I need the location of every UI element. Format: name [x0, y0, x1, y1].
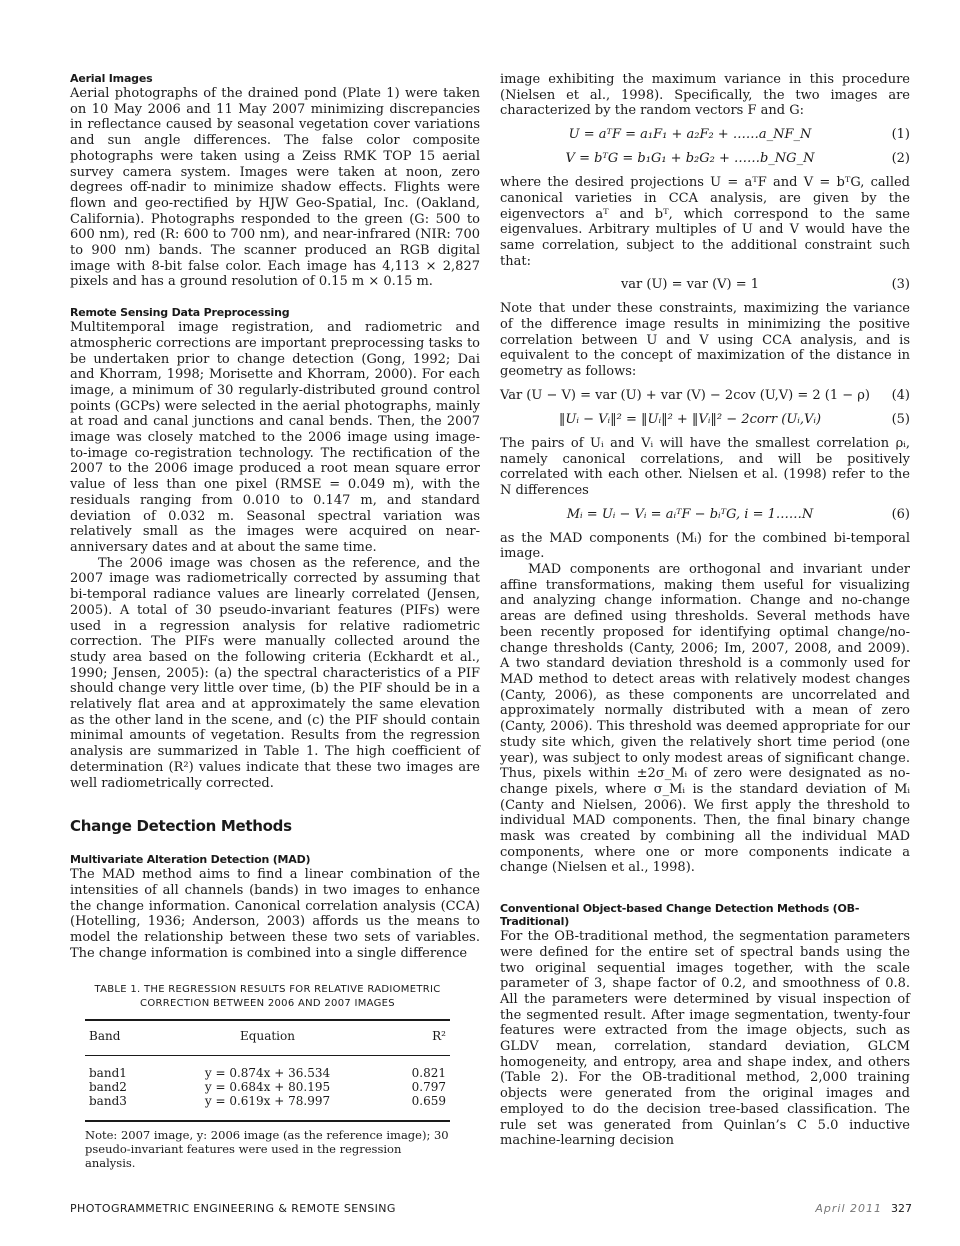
paragraph-pairs: The pairs of Uᵢ and Vᵢ will have the smallest correlation ρᵢ, namely canonical correlations, and will be positively correlated with each other. Nielsen et al. (1998) refer to the N differences	[500, 435, 910, 498]
table-note: Note: 2007 image, y: 2006 image (as the reference image); 30 pseudo-invariant features were used in the regression analysis.	[85, 1128, 449, 1171]
right-column	[500, 72, 910, 1149]
heading-remote-sensing-preprocessing: Remote Sensing Data Preprocessing	[70, 306, 290, 320]
equation-2-number: (2)	[891, 151, 910, 167]
table-row	[85, 1094, 450, 1121]
equation-5	[500, 412, 910, 428]
paragraph-preprocessing-1: Multitemporal image registration, and radiometric and atmospheric corrections are important preprocessing tasks to be undertaken prior to change detection (Gong, 1992; Dai and Khorram, 1998; Morisette and Khorram, 2000). For each image, a minimum of 30 regularly-distributed ground control points (GCPs) were selected in the aerial photographs, mainly at road and canal junctions and canal bends. Then, the 2007 image was closely matched to the 2006 image using image-to-image co-registration technology. The rectification of the 2007 to the 2006 image produced a root mean square error value of less than one pixel (RMSE = 0.049 m), with the residuals ranging from 0.010 to 0.147 m, and standard deviation of 0.032 m. Seasonal spectral variation was relatively small as the images were acquired on near-anniversary dates and at about the same time.	[70, 320, 480, 555]
page-number: 327	[891, 1202, 912, 1215]
table-row	[85, 1056, 450, 1081]
table-cell: 0.659	[359, 1094, 450, 1121]
equation-6-number: (6)	[891, 506, 910, 522]
equation-6	[500, 507, 910, 523]
equation-1	[500, 127, 910, 143]
paragraph-constraints: Note that under these constraints, maximizing the variance of the difference image results in minimizing the positive correlation between U and V using CCA analysis, and is equivalent to the concept of maximization of the distance in geometry as follows:	[500, 301, 910, 380]
heading-mad: Multivariate Alteration Detection (MAD)	[70, 853, 311, 867]
paragraph-mad: The MAD method aims to find a linear combination of the intensities of all channels (bands) in two images to enhance the change information. Canonical correlation analysis (CCA) (Hotelling, 1936; Anderson, 2003) affords us the means to model the relationship between these two sets of variables. The change information is combined into a single difference	[70, 867, 480, 961]
table-cell: 0.797	[411, 1080, 446, 1095]
equation-4-number: (4)	[891, 387, 910, 403]
table-cell: y = 0.874x + 36.534	[204, 1066, 331, 1081]
table-cell: band3	[85, 1094, 176, 1121]
heading-ob-traditional: Conventional Object-based Change Detection Methods (OB-Traditional)	[500, 902, 860, 929]
table-header-equation: Equation	[176, 1020, 359, 1056]
paragraph-mad-continued: image exhibiting the maximum variance in this procedure (Nielsen et al., 1998). Specifically, the two images are characterized by the random vectors F and G:	[500, 72, 910, 119]
table-1	[70, 983, 450, 1170]
paragraph-preprocessing-2: The 2006 image was chosen as the reference, and the 2007 image was radiometrically corrected by assuming that bi-temporal radiance values are linearly correlated (Jensen, 2005). A total of 30 pseudo-invariant features (PIFs) were used in a regression analysis for relative radiometric correction. The PIFs were manually collected around the study area based on the following criteria (Eckhardt et al., 1990; Jensen, 2005): (a) the spectral characteristics of a PIF should change very little over time, (b) the PIF should be in a relatively flat area and at approximately the same elevation as the other land in the scene, and (c) the PIF should contain minimal amounts of vegetation. Results from the regression analysis are summarized in Table 1. The high coefficient of determination (R²) values indicate that these two images are well radiometrically corrected.	[70, 555, 480, 791]
heading-aerial-images: Aerial Images	[70, 72, 153, 85]
equation-2	[500, 151, 910, 167]
paragraph-ob-traditional: For the OB-traditional method, the segmentation parameters were defined for the entire set of spectral bands using the two original sequential images together, with the scale parameter of 3, shape factor of 0.2, and smoothness of 0.8. All the parameters were determined by visual inspection of the segmented result. After image segmentation, twenty-four features were extracted from the image objects, such as GLDV mean, correlation, standard deviation, GLCM homogeneity, and entropy, area and shape index, and others (Table 2). For the OB-traditional method, 2,000 training objects were generated from the original images and employed to do the decision tree-based classification. The rule set was generated from Quinlan’s C 5.0 inductive machine-learning decision	[500, 929, 910, 1149]
equation-4	[500, 388, 910, 404]
table-cell: y = 0.684x + 80.195	[204, 1080, 331, 1095]
table-header-band: Band	[85, 1020, 176, 1056]
regression-table	[85, 1019, 450, 1122]
table-header-r2: R²	[359, 1020, 450, 1056]
table-caption	[85, 983, 450, 1011]
equation-3-body: var (U) = var (V) = 1	[620, 277, 760, 293]
table-cell: band2	[89, 1080, 127, 1095]
equation-5-number: (5)	[891, 411, 910, 427]
left-column	[70, 72, 480, 1170]
table-cell: y = 0.619x + 78.997	[176, 1094, 359, 1121]
table-row	[85, 1080, 450, 1094]
equation-4-body: Var (U − V) = var (U) + var (V) − 2cov (U,V) = 2 (1 − ρ)	[500, 387, 870, 403]
equation-3-number: (3)	[891, 277, 910, 293]
table-cell: band1	[89, 1066, 127, 1081]
equation-6-body: Mᵢ = Uᵢ − Vᵢ = aᵢᵀF − bᵢᵀG, i = 1……N	[566, 506, 814, 522]
equation-3	[500, 277, 910, 293]
paragraph-aerial-images: Aerial photographs of the drained pond (Plate 1) were taken on 10 May 2006 and 11 May 2007 minimizing discrepancies in reflectance caused by seasonal vegetation cover variations and sun angle differences. The false color composite photographs were taken using a Zeiss RMK TOP 15 aerial survey camera system. Images were taken at noon, zero degrees off-nadir to minimize shadow effects. Flights were flown and geo-rectified by HJW Geo-Spatial, Inc. (Oakland, California). Photographs responded to the green (G: 500 to 600 nm), red (R: 600 to 700 nm), and near-infrared (NIR: 700 to 900 nm) bands. The scanner produced an RGB digital image with 8-bit false color. Each image has 4,113 × 2,827 pixels and has a ground resolution of 0.15 m × 0.15 m.	[70, 86, 480, 290]
paragraph-canonical-varieties: where the desired projections U = aᵀF and V = bᵀG, called canonical varieties in CCA analysis, are given by the eigenvectors aᵀ and bᵀ, which correspond to the same eigenvalues. Arbitrary multiples of U and V would have the same correlation, subject to the additional constraint such that:	[500, 175, 910, 269]
table-caption-line-1: TABLE 1. THE REGRESSION RESULTS FOR RELATIVE RADIOMETRIC	[94, 984, 441, 996]
equation-1-number: (1)	[891, 127, 910, 143]
issue-date: April 2011	[815, 1202, 882, 1215]
journal-name: PHOTOGRAMMETRIC ENGINEERING & REMOTE SENSING	[70, 1202, 396, 1215]
table-caption-line-2: CORRECTION BETWEEN 2006 AND 2007 IMAGES	[140, 998, 395, 1010]
table-cell: 0.821	[411, 1066, 446, 1081]
equation-2-body: V = bᵀG = b₁G₁ + b₂G₂ + ……b_NG_N	[565, 151, 815, 167]
heading-change-detection-methods: Change Detection Methods	[70, 817, 292, 836]
equation-5-body: ‖Uᵢ − Vᵢ‖² = ‖Uᵢ‖² + ‖Vᵢ‖² − 2corr (Uᵢ,Vᵢ)	[558, 411, 822, 427]
paragraph-thresholds: MAD components are orthogonal and invariant under affine transformations, making them useful for visualizing and analyzing change information. Change and no-change areas are defined using thresholds. Several methods have been recently proposed for identifying optimal change/no-change thresholds (Canty, 2006; Im, 2007, 2008, and 2009). A two standard deviation threshold is a commonly used for MAD method to detect areas with relatively modest changes (Canty, 2006), as these components are uncorrelated and approximately normally distributed with a mean of zero (Canty, 2006). This threshold was deemed appropriate for our study site which, given the relatively short time period (one year), was subject to only modest areas of significant change. Thus, pixels within ±2σ_Mᵢ of zero were designated as no-change pixels, where σ_Mᵢ is the standard deviation of Mᵢ (Canty and Nielsen, 2006). We first apply the threshold to individual MAD components. Then, the final binary change mask was created by combining all the individual MAD components, where one or more components indicate a change (Nielsen et al., 1998).	[500, 562, 910, 876]
paragraph-mad-components: as the MAD components (Mᵢ) for the combined bi-temporal image.	[500, 530, 910, 562]
equation-1-body: U = aᵀF = a₁F₁ + a₂F₂ + ……a_NF_N	[568, 127, 812, 143]
